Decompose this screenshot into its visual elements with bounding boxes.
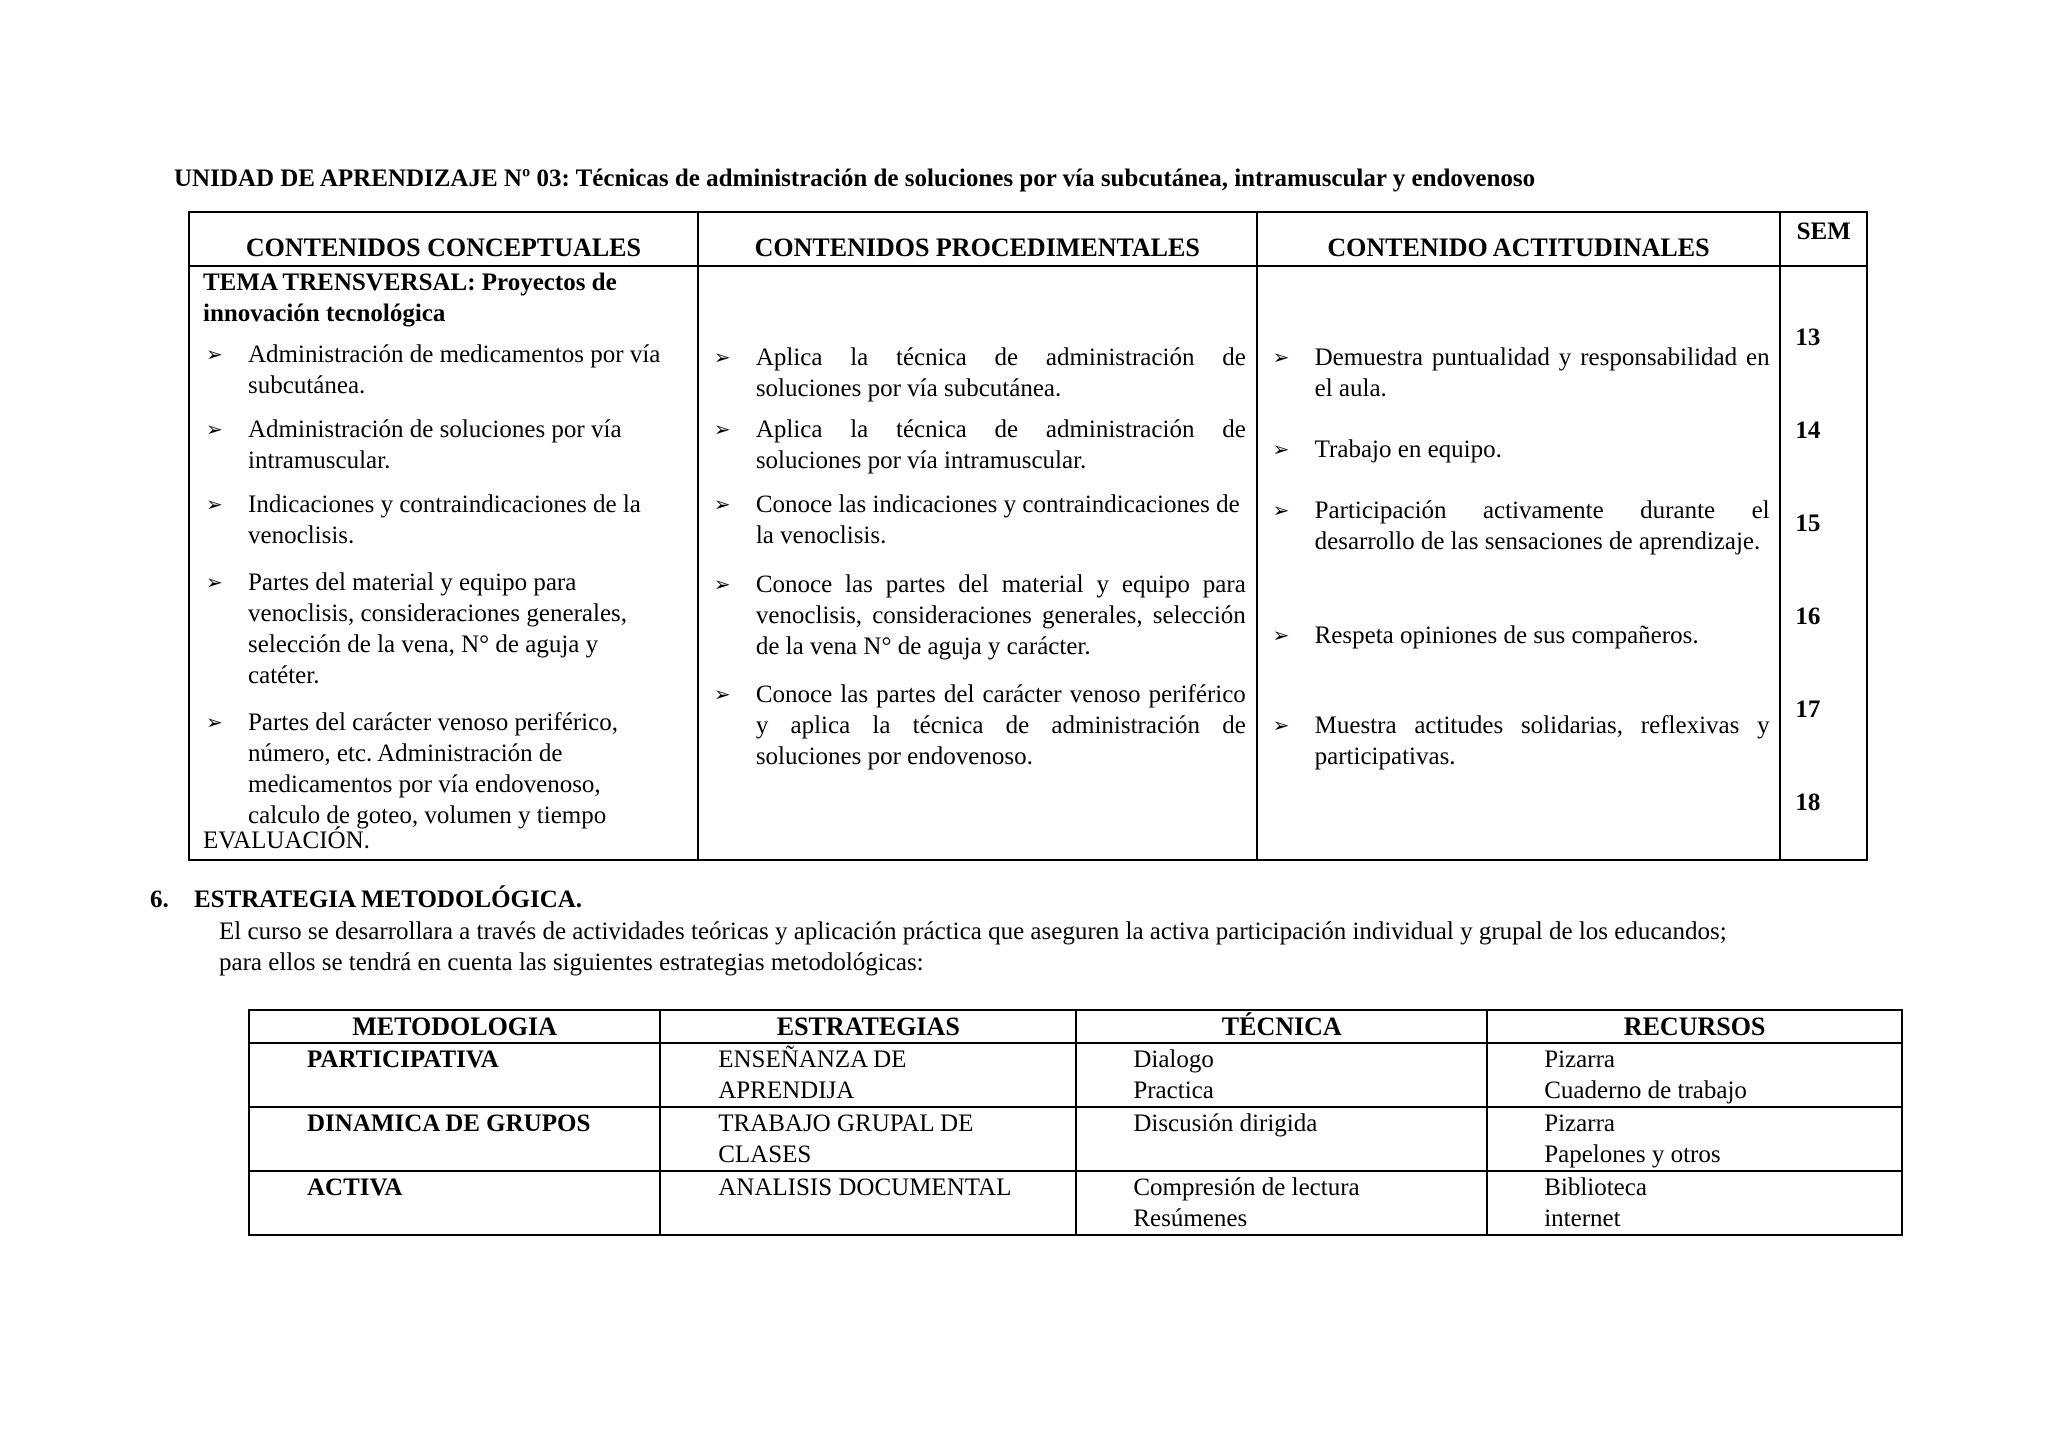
list-item: ➢ Indicaciones y contraindicaciones de la venoclisis. xyxy=(206,491,641,549)
arrow-bullet-icon: ➢ xyxy=(713,345,731,369)
recursos-cell: Pizarra Papelones y otros xyxy=(1487,1107,1902,1171)
unit-content-table xyxy=(188,211,1868,861)
metodologia-cell: PARTICIPATIVA xyxy=(249,1043,660,1107)
section-title: ESTRATEGIA METODOLÓGICA. xyxy=(194,886,583,913)
estrategia-cell: ANALISIS DOCUMENTAL xyxy=(660,1171,1076,1235)
unit-title: UNIDAD DE APRENDIZAJE Nº 03: Técnicas de administración de soluciones por vía subcutánea, intramuscular y endovenoso xyxy=(174,165,1536,192)
header-conceptuales: CONTENIDOS CONCEPTUALES xyxy=(189,212,698,266)
list-item: ➢ Trabajo en equipo. xyxy=(1272,436,1502,463)
section-number: 6. xyxy=(150,886,169,913)
arrow-bullet-icon: ➢ xyxy=(713,682,731,706)
sem-number: 15 xyxy=(1795,510,1821,537)
estrategia-cell: ENSEÑANZA DE APRENDIJA xyxy=(660,1043,1076,1107)
list-item: ➢ Aplica la técnica de administración de soluciones por vía subcutánea. xyxy=(713,344,1246,402)
arrow-bullet-icon: ➢ xyxy=(206,342,223,366)
arrow-bullet-icon: ➢ xyxy=(206,570,223,594)
sem-number: 13 xyxy=(1795,324,1821,351)
metodologia-cell: ACTIVA xyxy=(249,1171,660,1235)
list-item: ➢ Partes del material y equipo para venoclisis, consideraciones generales, selección de la vena, N° de aguja y catéter. xyxy=(206,569,628,689)
tecnica-cell: Discusión dirigida xyxy=(1076,1107,1487,1171)
header-procedimentales: CONTENIDOS PROCEDIMENTALES xyxy=(698,212,1257,266)
list-item: ➢ Administración de medicamentos por vía subcutánea. xyxy=(206,341,661,399)
list-item: ➢ Respeta opiniones de sus compañeros. xyxy=(1272,622,1699,649)
arrow-bullet-icon: ➢ xyxy=(1272,345,1290,369)
tema-transversal: TEMA TRENSVERSAL: Proyectos de innovación tecnológica xyxy=(203,269,617,327)
list-item: ➢ Administración de soluciones por vía intramuscular. xyxy=(206,416,622,474)
recursos-cell: Pizarra Cuaderno de trabajo xyxy=(1487,1043,1902,1107)
intro-line: El curso se desarrollara a través de actividades teóricas y aplicación práctica que aseguren la activa participación individual y grupal de los educandos; xyxy=(219,918,1727,945)
arrow-bullet-icon: ➢ xyxy=(1272,498,1290,522)
header-tecnica: TÉCNICA xyxy=(1076,1010,1487,1043)
header-estrategias: ESTRATEGIAS xyxy=(660,1010,1076,1043)
list-item: ➢ Conoce las partes del carácter venoso periférico y aplica la técnica de administración de soluciones por endovenoso. xyxy=(713,681,1246,770)
list-item: ➢ Demuestra puntualidad y responsabilidad en el aula. xyxy=(1272,344,1770,402)
sem-number: 14 xyxy=(1795,417,1821,444)
header-sem: SEM xyxy=(1780,212,1867,266)
conceptuales-cell xyxy=(189,266,698,860)
arrow-bullet-icon: ➢ xyxy=(713,572,731,596)
sem-number: 17 xyxy=(1795,696,1821,723)
semanas-cell xyxy=(1780,266,1867,860)
tecnica-cell: Compresión de lectura Resúmenes xyxy=(1076,1171,1487,1235)
metodologia-cell: DINAMICA DE GRUPOS xyxy=(249,1107,660,1171)
intro-line: para ellos se tendrá en cuenta las siguientes estrategias metodológicas: xyxy=(219,949,924,976)
arrow-bullet-icon: ➢ xyxy=(1272,713,1290,737)
sem-number: 16 xyxy=(1795,603,1821,630)
list-item: ➢ Muestra actitudes solidarias, reflexivas y participativas. xyxy=(1272,712,1770,770)
tecnica-cell: Dialogo Practica xyxy=(1076,1043,1487,1107)
sem-number: 18 xyxy=(1795,789,1821,816)
arrow-bullet-icon: ➢ xyxy=(206,417,223,441)
arrow-bullet-icon: ➢ xyxy=(1272,623,1290,647)
methodology-table xyxy=(248,1009,1903,1236)
table-row xyxy=(249,1043,1902,1107)
arrow-bullet-icon: ➢ xyxy=(713,417,731,441)
recursos-cell: Biblioteca internet xyxy=(1487,1171,1902,1235)
table-row xyxy=(249,1107,1902,1171)
table-row xyxy=(249,1171,1902,1235)
arrow-bullet-icon: ➢ xyxy=(206,710,223,734)
header-metodologia: METODOLOGIA xyxy=(249,1010,660,1043)
procedimentales-cell xyxy=(698,266,1257,860)
arrow-bullet-icon: ➢ xyxy=(206,492,223,516)
list-item: ➢ Conoce las indicaciones y contraindicaciones de la venoclisis. xyxy=(713,491,1240,549)
header-recursos: RECURSOS xyxy=(1487,1010,1902,1043)
arrow-bullet-icon: ➢ xyxy=(713,492,731,516)
header-actitudinales: CONTENIDO ACTITUDINALES xyxy=(1257,212,1781,266)
evaluacion-label: EVALUACIÓN. xyxy=(203,827,370,854)
section-intro xyxy=(219,916,1919,978)
list-item: ➢ Partes del carácter venoso periférico, número, etc. Administración de medicamentos por vía endovenoso, calculo de goteo, volumen y tiempo xyxy=(206,709,618,829)
list-item: ➢ Participación activamente durante el desarrollo de las sensaciones de aprendizaje. xyxy=(1272,497,1770,555)
list-item: ➢ Conoce las partes del material y equipo para venoclisis, consideraciones generales, selección de la vena N° de aguja y carácter. xyxy=(713,571,1246,660)
list-item: ➢ Aplica la técnica de administración de soluciones por vía intramuscular. xyxy=(713,416,1246,474)
section-heading xyxy=(150,886,582,914)
arrow-bullet-icon: ➢ xyxy=(1272,437,1290,461)
estrategia-cell: TRABAJO GRUPAL DE CLASES xyxy=(660,1107,1076,1171)
actitudinales-cell xyxy=(1257,266,1781,860)
